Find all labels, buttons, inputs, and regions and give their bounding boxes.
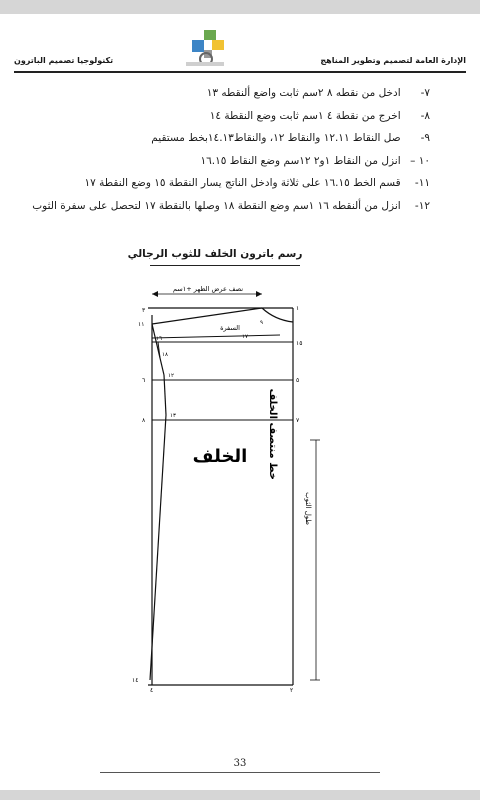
page-number: 33 [233,758,247,769]
point-16-label: ١٦ [156,336,162,342]
back-label: الخلف [192,446,248,467]
point-2-label: ٢ [290,687,294,694]
point-1-label: ١ [296,305,300,312]
figure-title: رسم باترون الخلف للثوب الرجالي [127,248,303,260]
step-item [20,127,430,150]
instruction-steps [20,82,430,217]
step-item [20,150,430,173]
page-header [14,28,466,72]
step-item [20,105,430,128]
yoke-line [152,335,280,338]
step-number: ١١- [414,177,430,189]
line-11-12 [152,324,164,375]
step-number: ٨- [420,109,430,122]
shoulder-line [152,308,262,324]
step-text: اخرج من نقطة ٤ ١سم ثابت وضع النقطة ١٤ [209,109,401,122]
center-back-fold-label: خط منتصف الخلف [267,388,278,480]
yoke-label: السفرة [220,324,240,332]
back-pattern-diagram [130,280,330,700]
step-number: ١٠ – [410,154,430,167]
step-text: انزل من ألنقطه ١٦ ١سم وضع النقطة ١٨ وصلها بالنقطة ١٧ لتحصل على سفرة الثوب [32,199,401,212]
figure-title-underline [150,265,300,266]
point-7-label: ٧ [296,417,300,424]
point-3-label: ٣ [142,307,146,314]
header-divider [14,71,466,73]
garment-length-label: طول الثوب [304,492,312,525]
point-4-label: ٤ [150,687,154,694]
point-15-label: ١٥ [296,340,303,347]
point-13-label: ١٣ [170,413,176,419]
bottom-gray-bar [0,790,480,800]
step-text: صل النقاط ١٢.١١ والنقاط ١٢، والنقاط١٤.١٣بخط مستقيم [151,132,401,144]
header-department-title: الإدارة العامة لتصميم وتطوير المناهج [320,56,466,65]
line-12-13 [164,375,166,415]
point-11-label: ١١ [138,321,145,328]
step-text: انزل من النقاط ١و٢ ١٢سم وضع النقاط ١٦.١٥ [200,154,401,167]
point-18-label: ١٨ [162,352,168,358]
neck-curve [262,308,293,322]
point-14-label: ١٤ [132,677,139,684]
point-17-label: ١٧ [242,334,248,340]
step-text: ادخل من نقطه ٨ ٢سم ثابت واضع ألنقطه ١٣ [206,87,401,99]
step-number: ١٢- [414,199,430,212]
step-text: قسم الخط ١٦.١٥ على ثلاثة وادخل الناتج يسار النقطة ١٥ وضع النقطة ١٧ [84,177,401,189]
top-width-label: نصف عرض الظهر +١سم [172,285,244,293]
step-item [20,82,430,105]
dimension-arrow-left-icon [152,291,158,297]
point-8-label: ٨ [142,417,146,424]
department-logo-icon [182,28,228,68]
step-item [20,195,430,218]
step-item [20,172,430,195]
header-course-title: تكنولوجيا تصميم الباترون [14,56,114,65]
dimension-arrow-right-icon [256,291,262,297]
step-number: ٧- [420,87,430,99]
top-gray-bar [0,0,480,14]
step-number: ٩- [420,132,430,144]
footer-divider [100,772,380,773]
point-6-label: ٦ [142,377,146,384]
point-5-label: ٥ [296,377,300,384]
point-12-label: ١٢ [168,373,174,379]
point-9-label: ٩ [260,320,263,326]
